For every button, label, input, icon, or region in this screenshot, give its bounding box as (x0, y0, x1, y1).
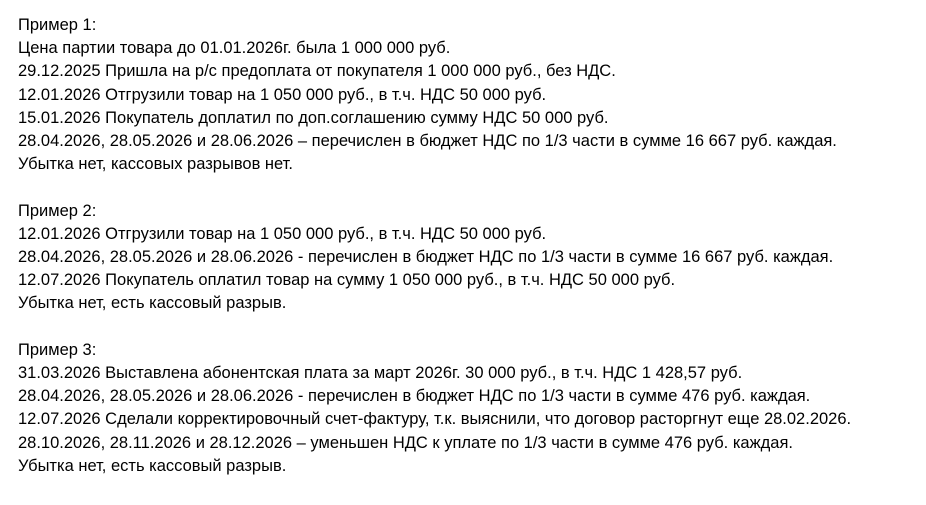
example-line: 28.04.2026, 28.05.2026 и 28.06.2026 - перечислен в бюджет НДС по 1/3 части в сумме 476 руб. каждая. (18, 387, 811, 406)
example-heading: Пример 2: (18, 201, 97, 220)
example-conclusion: Убытка нет, есть кассовый разрыв. (18, 294, 287, 313)
example-line: 31.03.2026 Выставлена абонентская плата за март 2026г. 30 000 руб., в т.ч. НДС 1 428,57 руб. (18, 364, 743, 383)
example-line: 28.04.2026, 28.05.2026 и 28.06.2026 - перечислен в бюджет НДС по 1/3 части в сумме 16 667 руб. каждая. (18, 248, 834, 267)
example-line: 15.01.2026 Покупатель доплатил по доп.соглашению сумму НДС 50 000 руб. (18, 108, 609, 127)
example-line: 12.01.2026 Отгрузили товар на 1 050 000 руб., в т.ч. НДС 50 000 руб. (18, 85, 547, 104)
example-line: 29.12.2025 Пришла на р/с предоплата от покупателя 1 000 000 руб., без НДС. (18, 62, 616, 81)
example-line: 12.07.2026 Покупатель оплатил товар на сумму 1 050 000 руб., в т.ч. НДС 50 000 руб. (18, 271, 676, 290)
example-line: 28.10.2026, 28.11.2026 и 28.12.2026 – уменьшен НДС к уплате по 1/3 части в сумме 476 руб. каждая. (18, 433, 793, 452)
document-body (18, 14, 918, 478)
example-conclusion: Убытка нет, кассовых разрывов нет. (18, 155, 293, 174)
example-line: 28.04.2026, 28.05.2026 и 28.06.2026 – перечислен в бюджет НДС по 1/3 части в сумме 16 667 руб. каждая. (18, 132, 837, 151)
example-line: 12.01.2026 Отгрузили товар на 1 050 000 руб., в т.ч. НДС 50 000 руб. (18, 224, 547, 243)
example-1 (18, 14, 918, 176)
example-3 (18, 339, 918, 478)
example-heading: Пример 1: (18, 16, 97, 34)
example-line: Цена партии товара до 01.01.2026г. была 1 000 000 руб. (18, 39, 451, 58)
example-heading: Пример 3: (18, 340, 97, 359)
example-conclusion: Убытка нет, есть кассовый разрыв. (18, 456, 287, 475)
example-2 (18, 200, 918, 316)
example-line: 12.07.2026 Сделали корректировочный счет-фактуру, т.к. выяснили, что договор расторгнут еще 28.02.2026. (18, 410, 852, 429)
